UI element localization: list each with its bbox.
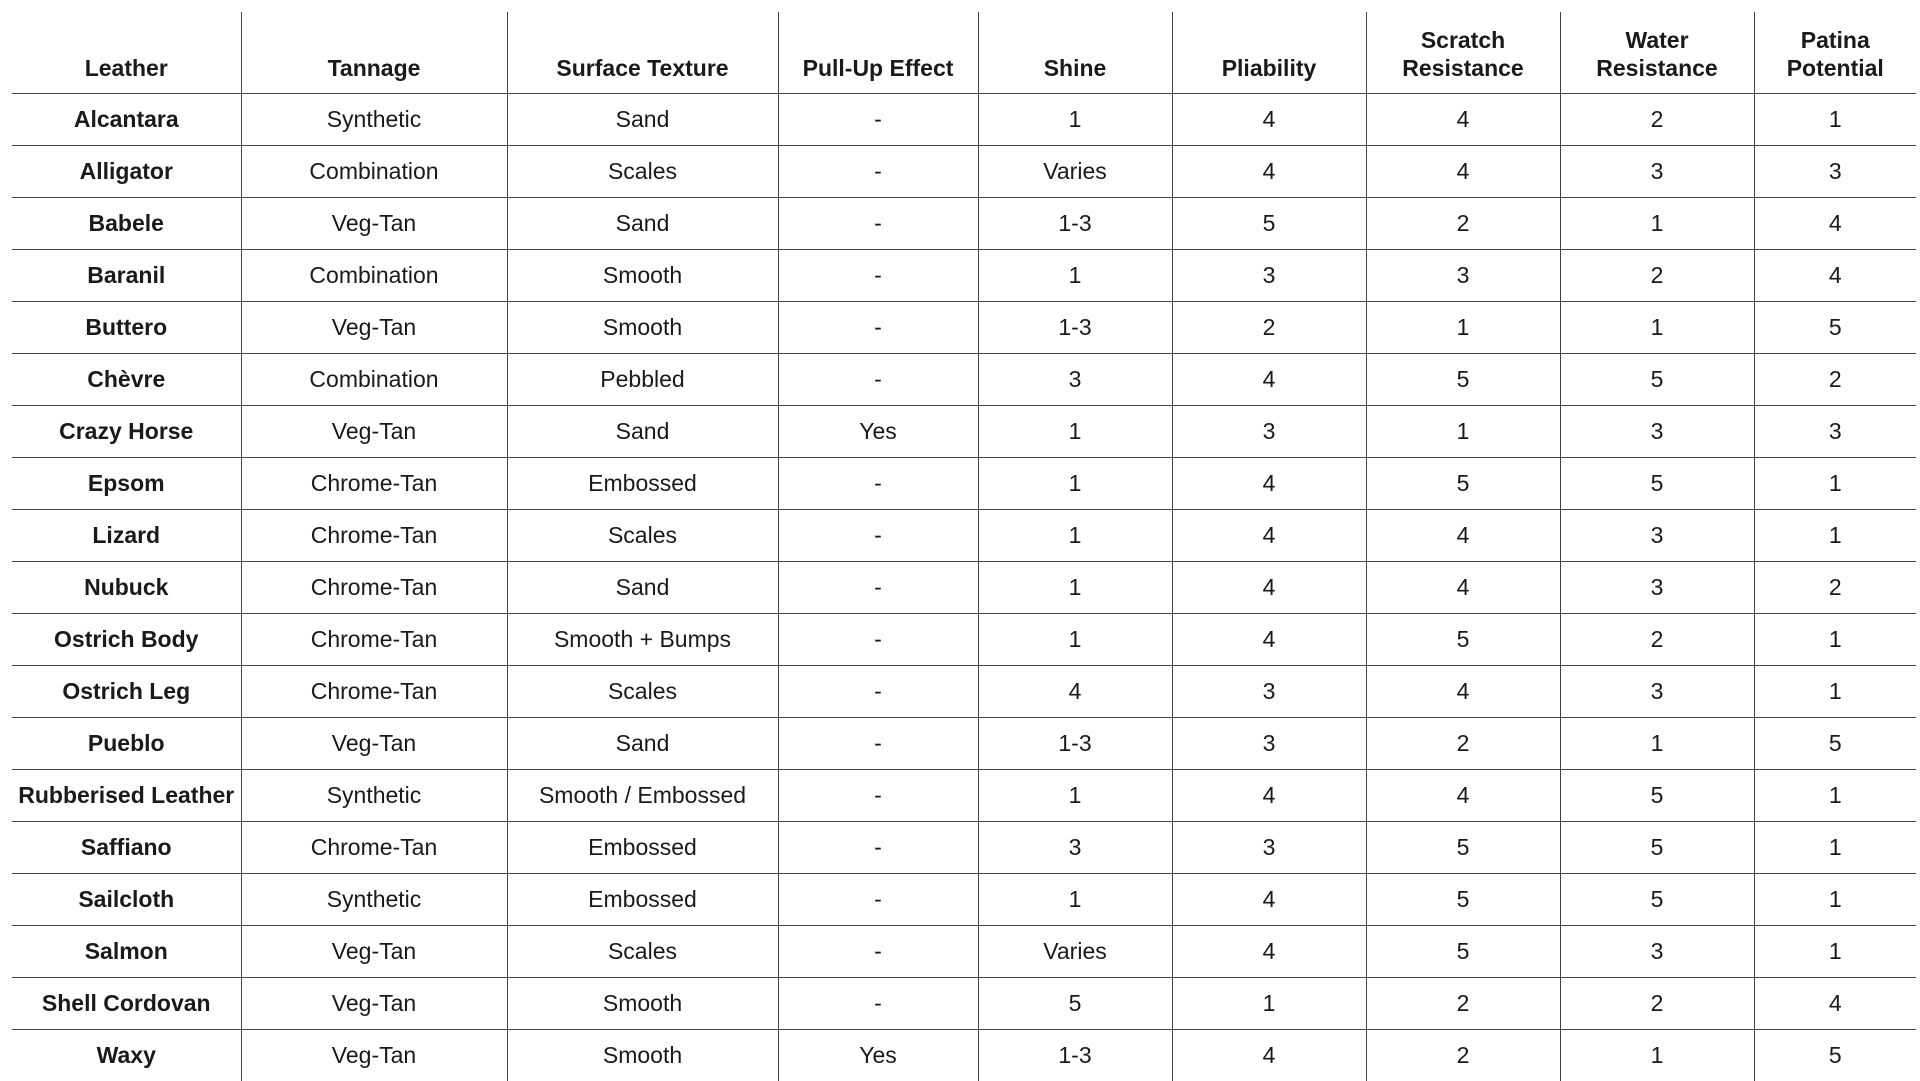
cell-shine: 1: [978, 614, 1172, 666]
cell-tannage: Veg-Tan: [241, 406, 507, 458]
cell-surface-texture: Scales: [507, 146, 778, 198]
column-header-text: Leather: [16, 54, 237, 82]
cell-tannage: Synthetic: [241, 94, 507, 146]
cell-scratch-resistance: 5: [1366, 874, 1560, 926]
cell-patina-potential: 4: [1754, 978, 1916, 1030]
cell-pliability: 3: [1172, 406, 1366, 458]
table-row: [12, 666, 1916, 718]
cell-leather: Salmon: [12, 926, 241, 978]
cell-water-resistance: 3: [1560, 406, 1754, 458]
table-row: [12, 718, 1916, 770]
table-row: [12, 874, 1916, 926]
column-header-text: Pliability: [1177, 54, 1362, 82]
cell-surface-texture: Smooth: [507, 1030, 778, 1081]
cell-scratch-resistance: 4: [1366, 770, 1560, 822]
cell-water-resistance: 3: [1560, 146, 1754, 198]
cell-pliability: 4: [1172, 614, 1366, 666]
cell-tannage: Synthetic: [241, 874, 507, 926]
cell-water-resistance: 2: [1560, 94, 1754, 146]
cell-shine: 1: [978, 458, 1172, 510]
cell-leather: Buttero: [12, 302, 241, 354]
column-header-pull-up-effect: [778, 12, 978, 94]
cell-pliability: 4: [1172, 1030, 1366, 1081]
column-header-pliability: [1172, 12, 1366, 94]
cell-pull-up-effect: -: [778, 510, 978, 562]
table-row: [12, 1030, 1916, 1081]
cell-water-resistance: 2: [1560, 978, 1754, 1030]
cell-leather: Babele: [12, 198, 241, 250]
cell-pliability: 4: [1172, 94, 1366, 146]
column-header-text: Tannage: [246, 54, 503, 82]
cell-pull-up-effect: -: [778, 770, 978, 822]
cell-tannage: Synthetic: [241, 770, 507, 822]
cell-pull-up-effect: -: [778, 666, 978, 718]
cell-patina-potential: 1: [1754, 614, 1916, 666]
cell-leather: Ostrich Leg: [12, 666, 241, 718]
cell-tannage: Veg-Tan: [241, 302, 507, 354]
cell-water-resistance: 5: [1560, 822, 1754, 874]
table-row: [12, 250, 1916, 302]
cell-shine: 1: [978, 770, 1172, 822]
cell-surface-texture: Embossed: [507, 874, 778, 926]
cell-shine: 1-3: [978, 198, 1172, 250]
cell-tannage: Veg-Tan: [241, 1030, 507, 1081]
cell-shine: 1-3: [978, 302, 1172, 354]
cell-shine: 1: [978, 406, 1172, 458]
cell-scratch-resistance: 2: [1366, 978, 1560, 1030]
cell-water-resistance: 5: [1560, 770, 1754, 822]
cell-water-resistance: 2: [1560, 614, 1754, 666]
cell-water-resistance: 3: [1560, 510, 1754, 562]
cell-leather: Crazy Horse: [12, 406, 241, 458]
cell-pliability: 4: [1172, 926, 1366, 978]
cell-leather: Waxy: [12, 1030, 241, 1081]
column-header-text: Resistance: [1371, 54, 1556, 82]
cell-pull-up-effect: -: [778, 614, 978, 666]
cell-water-resistance: 1: [1560, 718, 1754, 770]
cell-pull-up-effect: -: [778, 302, 978, 354]
cell-water-resistance: 1: [1560, 1030, 1754, 1081]
column-header-text: Shine: [983, 54, 1168, 82]
column-header-text: Patina: [1759, 26, 1913, 54]
cell-surface-texture: Smooth: [507, 978, 778, 1030]
table-row: [12, 94, 1916, 146]
cell-scratch-resistance: 5: [1366, 926, 1560, 978]
cell-leather: Sailcloth: [12, 874, 241, 926]
cell-scratch-resistance: 1: [1366, 302, 1560, 354]
cell-pliability: 3: [1172, 250, 1366, 302]
cell-pull-up-effect: -: [778, 926, 978, 978]
column-header-shine: [978, 12, 1172, 94]
cell-leather: Alligator: [12, 146, 241, 198]
cell-leather: Lizard: [12, 510, 241, 562]
cell-pull-up-effect: Yes: [778, 1030, 978, 1081]
cell-surface-texture: Scales: [507, 510, 778, 562]
cell-pliability: 3: [1172, 822, 1366, 874]
cell-patina-potential: 5: [1754, 1030, 1916, 1081]
cell-tannage: Veg-Tan: [241, 718, 507, 770]
cell-shine: Varies: [978, 926, 1172, 978]
cell-water-resistance: 3: [1560, 562, 1754, 614]
cell-scratch-resistance: 4: [1366, 94, 1560, 146]
cell-pliability: 1: [1172, 978, 1366, 1030]
cell-tannage: Chrome-Tan: [241, 666, 507, 718]
cell-tannage: Chrome-Tan: [241, 822, 507, 874]
cell-patina-potential: 4: [1754, 198, 1916, 250]
cell-scratch-resistance: 2: [1366, 718, 1560, 770]
table-row: [12, 458, 1916, 510]
cell-shine: 1: [978, 94, 1172, 146]
header-row: [12, 12, 1916, 94]
cell-surface-texture: Scales: [507, 926, 778, 978]
cell-pull-up-effect: -: [778, 718, 978, 770]
cell-surface-texture: Sand: [507, 718, 778, 770]
cell-pull-up-effect: -: [778, 458, 978, 510]
table-header: [12, 12, 1916, 94]
table-row: [12, 354, 1916, 406]
table-row: [12, 770, 1916, 822]
cell-pliability: 4: [1172, 562, 1366, 614]
cell-shine: 5: [978, 978, 1172, 1030]
cell-tannage: Combination: [241, 146, 507, 198]
cell-scratch-resistance: 5: [1366, 822, 1560, 874]
cell-patina-potential: 1: [1754, 94, 1916, 146]
cell-pliability: 4: [1172, 510, 1366, 562]
cell-shine: 1: [978, 510, 1172, 562]
cell-shine: 1-3: [978, 718, 1172, 770]
cell-surface-texture: Pebbled: [507, 354, 778, 406]
table-row: [12, 510, 1916, 562]
table-row: [12, 978, 1916, 1030]
cell-pull-up-effect: -: [778, 562, 978, 614]
cell-surface-texture: Sand: [507, 94, 778, 146]
cell-scratch-resistance: 5: [1366, 614, 1560, 666]
cell-tannage: Chrome-Tan: [241, 562, 507, 614]
table-row: [12, 146, 1916, 198]
cell-scratch-resistance: 1: [1366, 406, 1560, 458]
column-header-scratch-resistance: [1366, 12, 1560, 94]
cell-leather: Chèvre: [12, 354, 241, 406]
column-header-text: Potential: [1759, 54, 1913, 82]
cell-water-resistance: 2: [1560, 250, 1754, 302]
leather-comparison-table: [12, 12, 1916, 1081]
cell-tannage: Chrome-Tan: [241, 458, 507, 510]
table-row: [12, 406, 1916, 458]
column-header-text: Surface Texture: [512, 54, 774, 82]
cell-pull-up-effect: -: [778, 822, 978, 874]
cell-leather: Pueblo: [12, 718, 241, 770]
cell-surface-texture: Sand: [507, 406, 778, 458]
cell-surface-texture: Smooth / Embossed: [507, 770, 778, 822]
cell-patina-potential: 1: [1754, 510, 1916, 562]
table-body: [12, 94, 1916, 1081]
cell-patina-potential: 1: [1754, 874, 1916, 926]
cell-water-resistance: 5: [1560, 354, 1754, 406]
cell-pliability: 4: [1172, 458, 1366, 510]
column-header-patina-potential: [1754, 12, 1916, 94]
cell-pliability: 4: [1172, 770, 1366, 822]
cell-patina-potential: 1: [1754, 666, 1916, 718]
cell-pull-up-effect: -: [778, 250, 978, 302]
cell-water-resistance: 5: [1560, 874, 1754, 926]
cell-pliability: 4: [1172, 874, 1366, 926]
cell-tannage: Chrome-Tan: [241, 510, 507, 562]
table-row: [12, 198, 1916, 250]
cell-surface-texture: Sand: [507, 198, 778, 250]
column-header-surface-texture: [507, 12, 778, 94]
cell-surface-texture: Embossed: [507, 458, 778, 510]
column-header-text: Water: [1565, 26, 1750, 54]
cell-surface-texture: Scales: [507, 666, 778, 718]
cell-tannage: Combination: [241, 250, 507, 302]
cell-pull-up-effect: -: [778, 198, 978, 250]
cell-shine: 1: [978, 562, 1172, 614]
cell-pliability: 5: [1172, 198, 1366, 250]
cell-patina-potential: 1: [1754, 458, 1916, 510]
cell-pull-up-effect: -: [778, 978, 978, 1030]
cell-shine: 1-3: [978, 1030, 1172, 1081]
table-row: [12, 926, 1916, 978]
cell-scratch-resistance: 3: [1366, 250, 1560, 302]
cell-shine: 3: [978, 354, 1172, 406]
cell-leather: Alcantara: [12, 94, 241, 146]
cell-tannage: Chrome-Tan: [241, 614, 507, 666]
cell-shine: 1: [978, 250, 1172, 302]
cell-leather: Baranil: [12, 250, 241, 302]
table-row: [12, 302, 1916, 354]
cell-patina-potential: 2: [1754, 354, 1916, 406]
cell-patina-potential: 1: [1754, 822, 1916, 874]
cell-tannage: Combination: [241, 354, 507, 406]
cell-water-resistance: 1: [1560, 302, 1754, 354]
column-header-leather: [12, 12, 241, 94]
cell-leather: Rubberised Leather: [12, 770, 241, 822]
cell-surface-texture: Smooth: [507, 302, 778, 354]
cell-scratch-resistance: 4: [1366, 666, 1560, 718]
cell-pliability: 2: [1172, 302, 1366, 354]
cell-surface-texture: Smooth + Bumps: [507, 614, 778, 666]
cell-scratch-resistance: 4: [1366, 562, 1560, 614]
cell-patina-potential: 2: [1754, 562, 1916, 614]
cell-scratch-resistance: 5: [1366, 354, 1560, 406]
cell-pull-up-effect: -: [778, 146, 978, 198]
cell-pliability: 3: [1172, 718, 1366, 770]
cell-patina-potential: 4: [1754, 250, 1916, 302]
cell-shine: Varies: [978, 146, 1172, 198]
cell-leather: Nubuck: [12, 562, 241, 614]
cell-pull-up-effect: -: [778, 94, 978, 146]
cell-patina-potential: 1: [1754, 926, 1916, 978]
cell-scratch-resistance: 2: [1366, 1030, 1560, 1081]
column-header-text: Resistance: [1565, 54, 1750, 82]
cell-scratch-resistance: 4: [1366, 146, 1560, 198]
cell-leather: Epsom: [12, 458, 241, 510]
cell-pull-up-effect: -: [778, 354, 978, 406]
column-header-text: Pull-Up Effect: [783, 54, 974, 82]
cell-shine: 3: [978, 822, 1172, 874]
cell-pliability: 4: [1172, 146, 1366, 198]
table-row: [12, 562, 1916, 614]
cell-shine: 4: [978, 666, 1172, 718]
cell-leather: Ostrich Body: [12, 614, 241, 666]
table-row: [12, 614, 1916, 666]
cell-patina-potential: 5: [1754, 718, 1916, 770]
table-row: [12, 822, 1916, 874]
cell-surface-texture: Embossed: [507, 822, 778, 874]
cell-water-resistance: 1: [1560, 198, 1754, 250]
cell-scratch-resistance: 5: [1366, 458, 1560, 510]
cell-patina-potential: 5: [1754, 302, 1916, 354]
cell-scratch-resistance: 2: [1366, 198, 1560, 250]
cell-water-resistance: 5: [1560, 458, 1754, 510]
cell-pliability: 4: [1172, 354, 1366, 406]
cell-water-resistance: 3: [1560, 666, 1754, 718]
cell-tannage: Veg-Tan: [241, 198, 507, 250]
cell-tannage: Veg-Tan: [241, 926, 507, 978]
cell-surface-texture: Smooth: [507, 250, 778, 302]
cell-surface-texture: Sand: [507, 562, 778, 614]
column-header-tannage: [241, 12, 507, 94]
cell-shine: 1: [978, 874, 1172, 926]
cell-pliability: 3: [1172, 666, 1366, 718]
cell-leather: Saffiano: [12, 822, 241, 874]
cell-patina-potential: 3: [1754, 146, 1916, 198]
column-header-text: Scratch: [1371, 26, 1556, 54]
cell-water-resistance: 3: [1560, 926, 1754, 978]
cell-leather: Shell Cordovan: [12, 978, 241, 1030]
column-header-water-resistance: [1560, 12, 1754, 94]
cell-scratch-resistance: 4: [1366, 510, 1560, 562]
cell-pull-up-effect: Yes: [778, 406, 978, 458]
cell-patina-potential: 3: [1754, 406, 1916, 458]
cell-pull-up-effect: -: [778, 874, 978, 926]
cell-tannage: Veg-Tan: [241, 978, 507, 1030]
cell-patina-potential: 1: [1754, 770, 1916, 822]
